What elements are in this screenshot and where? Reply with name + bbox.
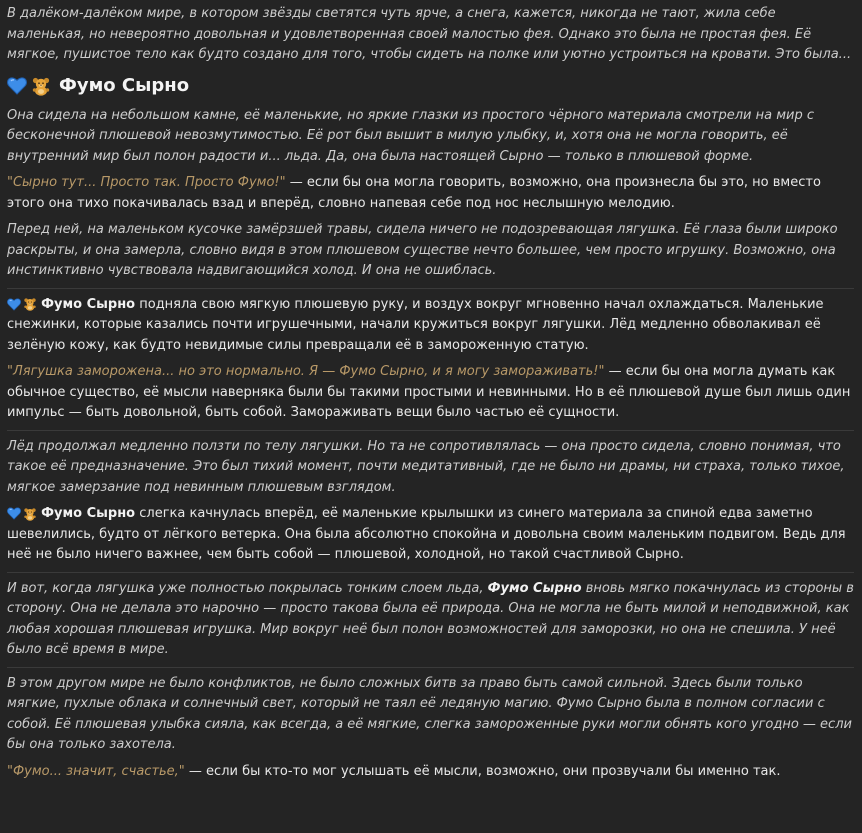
paragraph-3: Перед ней, на маленьком кусочке замёрзшей травы, сидела ничего не подозревающая лягушка. Её глаза были широко раскрыты, и она замерла, словно видя в этом плюшевом существе нечто большее, чем просто игрушку. Возможно, она инстинктивно чувствовала надвигающийся холод. И она не ошиблась. [7, 222, 838, 278]
blue-heart-icon [7, 298, 21, 311]
quote-text: "Сырно тут... Просто так. Просто Фумо!" [7, 175, 286, 190]
blue-heart-icon [7, 507, 21, 520]
teddy-bear-icon [23, 297, 37, 311]
page-title [7, 70, 854, 102]
paragraph-10 [7, 762, 854, 783]
paragraph-2 [7, 173, 854, 214]
intro-paragraph: В далёком-далёком мире, в котором звёзды светятся чуть ярче, а снега, кажется, никогда не тают, жила себе маленькая, но невероятно довольная и удовлетворенная своей малостью фея. Однако это была не простая фея. Её мягкое, пушистое тело как будто создано для того, чтобы сидеть на полке или уютно устроиться на кровати. Это была... [7, 6, 852, 62]
paragraph-4 [7, 295, 854, 357]
character-name: Фумо Сырно [41, 296, 136, 312]
paragraph-text: — если бы кто-то мог услышать её мысли, возможно, они прозвучали бы именно так. [184, 763, 781, 779]
paragraph-text: вновь мягко покачнулась из стороны в сторону. Она не делала это нарочно — просто такова была её природа. Она не могла не быть милой и неподвижной, как любая хорошая плюшевая игрушка. Мир вокруг неё был полон возможностей для заморозки, но она не спешила. У неё было всё время в мире. [7, 580, 854, 657]
paragraph-6: Лёд продолжал медленно ползти по телу лягушки. Но та не сопротивлялась — она просто сидела, словно понимая, что такое её предназначение. Это был тихий момент, почти медитативный, где не было ни драмы, ни страха, только тихое, мягкое замерзание под невинным плюшевым взглядом. [7, 438, 845, 495]
paragraph-text: И вот, когда лягушка уже полностью покрылась тонким слоем льда, [7, 580, 488, 596]
quote-text: "Фумо... значит, счастье," [7, 763, 185, 779]
paragraph-1: Она сидела на небольшом камне, её маленькие, но яркие глазки из простого чёрного материала смотрели на мир с бесконечной плюшевой невозмутимостью. Её рот был вышит в милую улыбку, и, хотя она не могла говорить, её внутренний мир был полон радости и... льда. Да, она была настоящей Сырно — только в плюшевой форме. [7, 107, 815, 164]
paragraph-8 [7, 579, 854, 661]
paragraph-9: В этом другом мире не было конфликтов, не было сложных битв за право быть самой сильной. Здесь были только мягкие, пухлые облака и солнечный свет, который не таял её ледяную магию. Фумо Сырно была в полном согласии с собой. Её плюшевая улыбка сияла, как всегда, а её мягкие, слегка замороженные руки могли обнять кого угодно — если бы она только захотела. [7, 675, 852, 752]
paragraph-text: — если бы она могла говорить, возможно, она произнесла бы это, но вместо этого она тихо покачивалась взад и вперёд, словно напевая себе под нос неслышную мелодию. [7, 175, 821, 211]
character-name: Фумо Сырно [41, 506, 136, 521]
paragraph-text: — если бы она могла думать как обычное существо, её мысли наверняка были бы такими простыми и невинными. Но в её плюшевой душе был лишь один импульс — быть довольной, быть собой. Замораживать вещи было частью её сущности. [7, 364, 851, 420]
paragraph-text: подняла свою мягкую плюшевую руку, и воздух вокруг мгновенно начал охлаждаться. Маленькие снежинки, которые казались почти игрушечными, начали кружиться вокруг лягушки. Лёд медленно обволакивал её зелёную кожу, как будто невидимые силы превращали её в замороженную статую. [7, 296, 824, 353]
teddy-bear-icon [31, 76, 51, 96]
paragraph-5 [7, 362, 854, 424]
character-name: Фумо Сырно [487, 580, 582, 596]
teddy-bear-icon [23, 507, 37, 521]
paragraph-7 [7, 504, 854, 566]
title-text: Фумо Сырно [59, 75, 190, 96]
blue-heart-icon [7, 77, 27, 95]
paragraph-text: слегка качнулась вперёд, её маленькие крылышки из синего материала за спиной едва заметно шевелились, будто от лёгкого ветерка. Она была абсолютно спокойна и довольна своим маленьким подвигом. Ведь для неё не было ничего важнее, чем быть собой — плюшевой, холодной, но такой счастливой Сырно. [7, 506, 846, 562]
quote-text: "Лягушка заморожена... но это нормально. Я — Фумо Сырно, и я могу замораживать!" [7, 364, 605, 379]
